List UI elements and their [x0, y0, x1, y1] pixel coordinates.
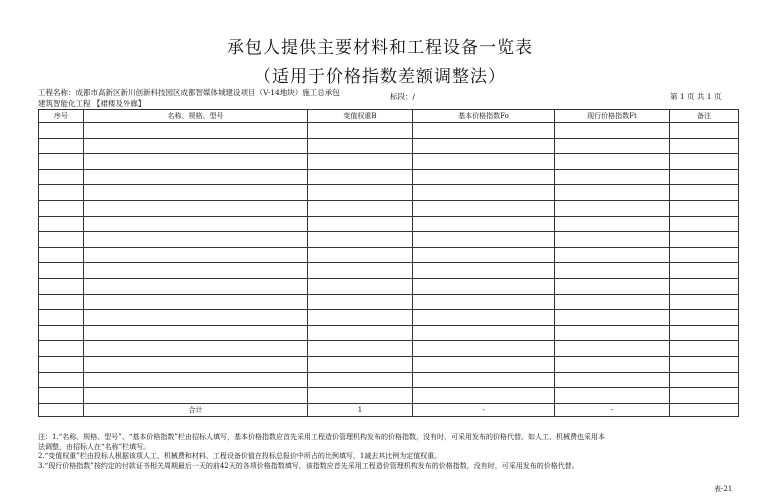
table-cell [413, 232, 555, 248]
table-cell [84, 232, 308, 248]
table-cell [555, 341, 670, 357]
table-cell [308, 216, 413, 232]
table-cell [670, 263, 739, 279]
table-row [39, 310, 739, 326]
table-cell [39, 372, 84, 388]
table-cell [308, 388, 413, 404]
table-cell [84, 154, 308, 170]
table-cell [308, 294, 413, 310]
table-cell [413, 388, 555, 404]
section-label: 标段：/ [390, 92, 416, 101]
table-cell [308, 372, 413, 388]
total-cell-index [39, 403, 84, 416]
project-name-line2: 建筑智能化工程 【裙楼及外廊】 [38, 99, 146, 108]
table-cell [555, 388, 670, 404]
table-header-row [39, 110, 739, 123]
table-row [39, 278, 739, 294]
table-cell [413, 294, 555, 310]
table-cell [670, 232, 739, 248]
table-cell [413, 356, 555, 372]
table-cell [555, 154, 670, 170]
table-cell [555, 325, 670, 341]
table-cell [39, 325, 84, 341]
header-index: 序号 [39, 110, 84, 123]
table-cell [39, 200, 84, 216]
table-cell [39, 185, 84, 201]
table-cell [555, 247, 670, 263]
table-cell [308, 278, 413, 294]
table-cell [670, 372, 739, 388]
table-number: 表-21 [714, 485, 733, 493]
table-cell [39, 169, 84, 185]
header-name-spec-model: 名称、规格、型号 [84, 110, 308, 123]
table-cell [413, 123, 555, 139]
table-cell [670, 138, 739, 154]
table-cell [413, 278, 555, 294]
table-cell [39, 154, 84, 170]
table-cell [84, 138, 308, 154]
table-cell [308, 138, 413, 154]
table-cell [84, 325, 308, 341]
header-remarks: 备注 [670, 110, 739, 123]
table-cell [84, 278, 308, 294]
table-row [39, 263, 739, 279]
total-row [39, 403, 739, 416]
table-cell [84, 123, 308, 139]
table-cell [413, 216, 555, 232]
table-cell [84, 216, 308, 232]
table-cell [670, 356, 739, 372]
total-weight: 1 [308, 403, 413, 416]
table-cell [84, 388, 308, 404]
table-row [39, 325, 739, 341]
table-cell [555, 123, 670, 139]
table-cell [308, 356, 413, 372]
table-row [39, 185, 739, 201]
total-current-index: - [555, 403, 670, 416]
table-cell [670, 278, 739, 294]
total-base-index: - [413, 403, 555, 416]
table-cell [84, 372, 308, 388]
table-cell [308, 123, 413, 139]
page-info: 第 1 页 共 1 页 [670, 92, 722, 101]
table-cell [670, 200, 739, 216]
table-cell [39, 294, 84, 310]
table-cell [413, 341, 555, 357]
table-cell [308, 154, 413, 170]
project-name-line1: 工程名称：成都市高新区新川创新科技园区成都智媒体城建设项目（V-14地块）施工总承包 [38, 88, 340, 97]
table-cell [84, 356, 308, 372]
table-cell [413, 138, 555, 154]
table-row [39, 169, 739, 185]
table-row [39, 356, 739, 372]
table-cell [84, 341, 308, 357]
table-cell [413, 154, 555, 170]
header-current-price-index: 现行价格指数Ft [555, 110, 670, 123]
table-cell [670, 388, 739, 404]
table-row [39, 294, 739, 310]
table-cell [555, 216, 670, 232]
table-cell [39, 356, 84, 372]
table-cell [670, 247, 739, 263]
table-cell [84, 185, 308, 201]
table-cell [308, 341, 413, 357]
table-cell [413, 325, 555, 341]
table-row [39, 232, 739, 248]
header-base-price-index: 基本价格指数Fo [413, 110, 555, 123]
note-line: 法调整，由招标人在“名称”栏填写。 [38, 442, 151, 451]
table-row [39, 247, 739, 263]
table-cell [308, 310, 413, 326]
table-cell [413, 169, 555, 185]
table-cell [670, 325, 739, 341]
total-remarks [670, 403, 739, 416]
table-cell [555, 232, 670, 248]
table-cell [84, 310, 308, 326]
total-label: 合计 [84, 403, 308, 416]
table-cell [39, 216, 84, 232]
table-row [39, 154, 739, 170]
table-cell [555, 169, 670, 185]
table-row [39, 138, 739, 154]
table-cell [39, 388, 84, 404]
table-cell [39, 278, 84, 294]
table-cell [670, 310, 739, 326]
table-cell [670, 294, 739, 310]
table-cell [413, 185, 555, 201]
table-row [39, 341, 739, 357]
table-cell [555, 310, 670, 326]
table-cell [555, 263, 670, 279]
note-line: 注：1.“名称、规格、型号”、“基本价格指数”栏由招标人填写，基本价格指数应首先采用工程造价管理机构发布的价格指数，没有时，可采用发布的价格代替。如人工、机械费也采用本 [38, 433, 605, 441]
table-cell [670, 185, 739, 201]
table-row [39, 200, 739, 216]
table-cell [308, 263, 413, 279]
table-cell [308, 247, 413, 263]
note-line: 3.“现行价格指数”按约定的付款证书相关周期最后一天的前42天的各项价格指数填写，该指数应首先采用工程造价管理机构发布的价格指数，没有时，可采用发布的价格代替。 [38, 461, 579, 470]
header-variable-weight: 变值权重B [308, 110, 413, 123]
table-cell [413, 372, 555, 388]
table-cell [413, 247, 555, 263]
table-cell [670, 341, 739, 357]
table-cell [555, 356, 670, 372]
table-cell [670, 169, 739, 185]
table-cell [39, 310, 84, 326]
table-cell [39, 247, 84, 263]
note-line: 2.“变值权重”栏由投标人根据该项人工、机械费和材料、工程设备价值在投标总报价中所占的比例填写，1减去其比例为定值权重。 [38, 452, 442, 460]
table-cell [84, 169, 308, 185]
table-cell [555, 138, 670, 154]
table-row [39, 388, 739, 404]
table-cell [670, 216, 739, 232]
table-cell [39, 263, 84, 279]
table-cell [84, 294, 308, 310]
table-cell [84, 263, 308, 279]
table-cell [413, 310, 555, 326]
table-cell [308, 325, 413, 341]
table-cell [84, 200, 308, 216]
notes-block [38, 433, 740, 471]
table-cell [84, 247, 308, 263]
table-cell [39, 341, 84, 357]
table-cell [39, 123, 84, 139]
form-subtitle: （适用于价格指数差额调整法） [254, 67, 506, 87]
table-row [39, 123, 739, 139]
table-cell [555, 278, 670, 294]
table-row [39, 372, 739, 388]
table-cell [308, 169, 413, 185]
table-cell [555, 185, 670, 201]
table-cell [555, 294, 670, 310]
table-cell [308, 200, 413, 216]
table-cell [413, 263, 555, 279]
table-row [39, 216, 739, 232]
table-cell [555, 200, 670, 216]
table-cell [555, 372, 670, 388]
form-title: 承包人提供主要材料和工程设备一览表 [227, 38, 533, 58]
table-cell [39, 138, 84, 154]
table-cell [670, 154, 739, 170]
table-cell [308, 185, 413, 201]
table-cell [39, 232, 84, 248]
table-cell [308, 232, 413, 248]
table-cell [670, 123, 739, 139]
materials-table [38, 109, 739, 417]
table-cell [413, 200, 555, 216]
